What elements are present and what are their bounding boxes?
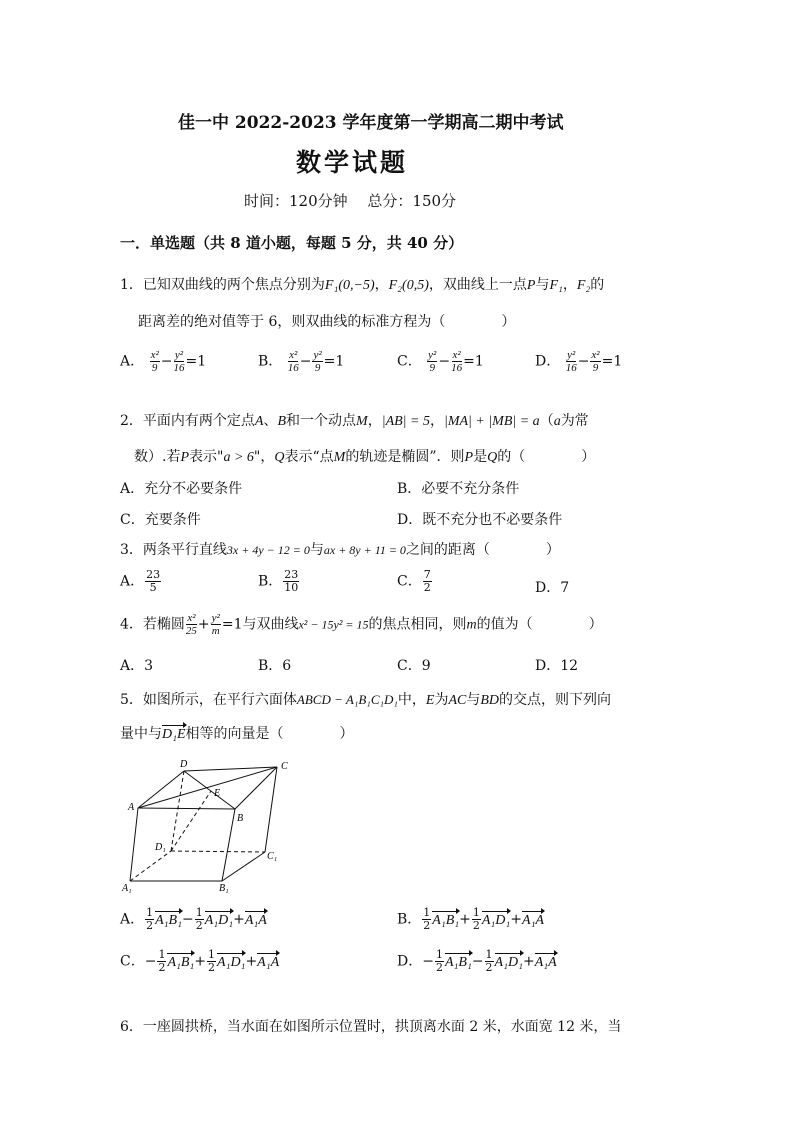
label-c1: C₁ <box>267 851 278 862</box>
label-c: C <box>281 761 288 772</box>
numerator: x² <box>289 349 298 361</box>
option-letter: C． <box>397 573 422 590</box>
option-letter: B． <box>258 353 283 370</box>
q2-option-d: D．既不充分也不必要条件 <box>397 512 563 528</box>
q2-text: 表示" <box>189 449 224 465</box>
q2-point-a: A <box>254 414 264 429</box>
edge-ad <box>138 771 184 808</box>
q5-text: 中， <box>397 692 426 708</box>
q2-q: Q <box>274 450 285 465</box>
sign: − <box>422 953 434 970</box>
numerator: 1 <box>208 948 216 961</box>
vector-label: A₁D₁ <box>217 954 246 970</box>
fraction <box>451 349 462 374</box>
numerator: 1 <box>423 906 431 919</box>
q2-option-a: A．充分不必要条件 <box>120 481 243 497</box>
option-letter: B． <box>397 911 422 928</box>
vector <box>495 955 523 970</box>
vector-label: D₁E <box>162 727 186 742</box>
edge-cc1 <box>265 767 277 852</box>
q4-option-c: C．9 <box>397 658 431 674</box>
q2-option-b: B．必要不充分条件 <box>397 481 520 497</box>
edge-dd1-hidden <box>171 771 184 851</box>
fraction <box>211 612 221 637</box>
numerator: y² <box>567 349 576 361</box>
q2-text: （ <box>539 413 554 429</box>
vector-label: A₁A <box>522 912 544 928</box>
vector <box>522 913 544 928</box>
q1-point-p: P <box>526 278 536 293</box>
q2-text: 数）.若 <box>134 449 181 465</box>
q4-option-b: B．6 <box>258 658 292 674</box>
q2-ab-length: |AB| = 5 <box>381 414 430 429</box>
numerator: x² <box>591 349 600 361</box>
operator: + <box>510 911 523 928</box>
numerator: 1 <box>146 906 154 919</box>
rhs: =1 <box>185 353 207 370</box>
segment-d1e-hidden <box>171 791 211 851</box>
question-2-line-2 <box>134 446 595 466</box>
operator: + <box>459 911 471 928</box>
q5-text: 相等的向量是（ ） <box>185 726 354 742</box>
rhs: =1 <box>601 353 623 370</box>
question-5-line-1 <box>120 689 611 709</box>
q2-m: M <box>333 450 346 465</box>
q1-focus-1: F₁(0,−5) <box>324 278 375 293</box>
q2-p: P <box>180 450 190 465</box>
vector-label: A₁D₁ <box>481 912 511 928</box>
numerator: x² <box>150 349 159 361</box>
question-3 <box>120 539 560 559</box>
denominator: 2 <box>435 961 443 974</box>
denominator: 2 <box>423 919 431 932</box>
vector-d1e <box>162 727 186 742</box>
q2-text: ， <box>367 413 382 429</box>
subject-title: 数学试题 <box>296 148 409 177</box>
q2-option-c: C．充要条件 <box>120 512 201 528</box>
operator: + <box>245 953 258 970</box>
vector <box>245 913 267 928</box>
q5-solid: ABCD − A₁B₁C₁D₁ <box>296 692 398 707</box>
q5-ac: AC <box>448 693 467 708</box>
fraction <box>283 569 299 594</box>
option-letter: B． <box>258 573 283 590</box>
q3-option-c <box>397 569 433 594</box>
q3-line-2: ax + 8y + 11 = 0 <box>323 543 406 557</box>
q2-text: 表示“点 <box>284 449 334 465</box>
q5-option-d <box>397 949 557 974</box>
denominator: 9 <box>314 362 321 374</box>
label-e: E <box>214 788 221 799</box>
option-letter: C． <box>397 353 422 370</box>
q3-line-1: 3x + 4y − 12 = 0 <box>226 543 310 557</box>
q2-text: ， <box>429 413 444 429</box>
vector <box>205 913 233 928</box>
numerator: 1 <box>435 948 443 961</box>
edge-d1c1-hidden <box>171 851 265 852</box>
denominator: 10 <box>284 581 299 594</box>
numerator: y² <box>428 349 437 361</box>
question-1-line-2: 距离差的绝对值等于 6，则双曲线的标准方程为（ ） <box>138 314 516 330</box>
q5-option-c <box>120 949 279 974</box>
plus: + <box>197 616 210 633</box>
parallelepiped-figure <box>118 755 293 895</box>
vector <box>217 955 245 970</box>
label-d: D <box>180 759 188 770</box>
fraction <box>312 349 322 374</box>
q2-sum: |MA| + |MB| = a <box>443 414 540 429</box>
q2-text: 2．平面内有两个定点 <box>120 413 255 429</box>
fraction <box>435 949 444 974</box>
numerator: 1 <box>472 906 480 919</box>
q3-text: 3．两条平行直线 <box>120 542 227 558</box>
q4-text: 与双曲线 <box>242 616 299 633</box>
rhs: =1 <box>463 353 484 370</box>
operator: + <box>233 911 245 928</box>
denominator: 16 <box>565 362 577 374</box>
vector <box>445 955 472 970</box>
question-2-line-1 <box>120 410 589 430</box>
vector <box>167 955 194 970</box>
q1-f1: F₁ <box>549 278 563 293</box>
fraction <box>195 907 204 932</box>
fraction <box>472 907 481 932</box>
q1-focus-2: F₂(0,5) <box>388 278 429 293</box>
numerator: 23 <box>284 568 299 581</box>
denominator: 2 <box>485 961 493 974</box>
fraction <box>174 349 185 374</box>
denominator: 5 <box>149 581 157 594</box>
q1-text: 与 <box>535 277 550 293</box>
q5-text: 与 <box>466 692 481 708</box>
denominator: 2 <box>195 919 203 932</box>
denominator: m <box>211 625 220 637</box>
q1-option-b: B． $\frac{\text{x²}}{16}$ − $\frac{\text{y²}}{9}$ =1 <box>258 349 345 374</box>
fraction <box>145 907 154 932</box>
q2-text: 是 <box>473 449 488 465</box>
q4-hyperbola: x² − 15y² = 15 <box>298 617 369 632</box>
vector <box>155 913 182 928</box>
vector <box>535 955 557 970</box>
fraction <box>157 949 166 974</box>
numerator: 1 <box>485 948 493 961</box>
fraction <box>423 569 432 594</box>
label-a1: A₁ <box>122 883 132 894</box>
q3-option-b <box>258 569 300 594</box>
vector <box>257 955 279 970</box>
option-letter: D． <box>535 353 561 370</box>
label-b1: B₁ <box>219 883 229 894</box>
fraction <box>288 349 299 374</box>
q4-option-a: A．3 <box>120 658 154 674</box>
numerator: 1 <box>158 948 166 961</box>
q2-text: 的（ ） <box>497 449 596 465</box>
denominator: 16 <box>173 362 185 374</box>
q2-cond: a > 6 <box>223 450 254 465</box>
q3-option-a <box>120 569 162 594</box>
operator: + <box>522 953 535 970</box>
question-5-line-2 <box>120 723 354 743</box>
q3-option-d: D．7 <box>535 580 570 596</box>
edge-dc <box>184 767 277 771</box>
q4-option-d: D．12 <box>535 658 579 674</box>
option-letter: A． <box>120 911 145 928</box>
vector-label: A₁B₁ <box>444 954 472 970</box>
numerator: y² <box>211 612 220 624</box>
option-letter: C． <box>120 953 145 970</box>
label-a: A <box>128 802 135 813</box>
operator: + <box>194 953 207 970</box>
q5-e: E <box>425 693 435 708</box>
q5-bd: BD <box>480 693 500 708</box>
equals: =1 <box>221 616 243 633</box>
operator: − <box>471 953 484 970</box>
q2-const-a: a <box>553 414 561 429</box>
q4-text: 的值为（ ） <box>476 616 603 633</box>
q2-point-b: B <box>277 414 287 429</box>
q2-text: 、 <box>263 413 278 429</box>
q1-sep: ， <box>562 277 577 293</box>
numerator: y² <box>313 349 322 361</box>
time-info: 时间：120分钟 总分：150分 <box>244 192 457 210</box>
vector <box>482 913 510 928</box>
q4-text: 的焦点相同，则 <box>368 616 467 633</box>
q5-text: 为 <box>434 692 449 708</box>
q4-m: m <box>466 617 477 633</box>
q2-text: 为常 <box>560 413 589 429</box>
option-letter: A． <box>120 353 145 370</box>
denominator: 2 <box>158 961 166 974</box>
denominator: 9 <box>592 362 599 374</box>
q1-text: 1．已知双曲线的两个焦点分别为 <box>120 277 325 293</box>
vector-label: A₁B₁ <box>167 954 195 970</box>
q2-q: Q <box>487 450 498 465</box>
q1-option-d: D． $\frac{\text{y²}}{16}$ − $\frac{\text{x²}}{9}$ =1 <box>535 349 623 374</box>
q2-point-m: M <box>356 414 368 429</box>
numerator: x² <box>187 612 196 624</box>
q1-f2: F₂ <box>576 278 591 293</box>
q1-option-a: A． $\frac{\text{x²}}{9}$ − $\frac{\text{y²}}{16}$ =1 <box>120 349 207 374</box>
q2-text: 和一个动点 <box>286 413 357 429</box>
vector-label: A₁A <box>257 954 280 970</box>
diag-bd <box>184 771 235 809</box>
label-d1: D₁ <box>155 842 166 853</box>
fraction <box>145 569 161 594</box>
vector-label: A₁A <box>244 912 267 928</box>
vector-label: A₁B₁ <box>432 912 460 928</box>
edge-bb1 <box>222 809 235 881</box>
rhs: =1 <box>323 353 345 370</box>
question-4 <box>120 612 603 637</box>
sign: − <box>144 953 157 970</box>
numerator: 1 <box>195 906 203 919</box>
numerator: 23 <box>146 568 161 581</box>
fraction <box>485 949 494 974</box>
fraction <box>427 349 437 374</box>
q5-text: 量中与 <box>120 726 162 742</box>
denominator: 25 <box>185 625 197 637</box>
denominator: 16 <box>451 362 463 374</box>
fraction <box>590 349 600 374</box>
q3-text: 之间的距离（ ） <box>405 542 560 558</box>
edge-a1d1-hidden <box>130 851 171 881</box>
q1-option-c: C． $\frac{\text{y²}}{9}$ − $\frac{\text{x²}}{16}$ =1 <box>397 349 484 374</box>
denominator: 9 <box>429 362 436 374</box>
q5-text: 5．如图所示，在平行六面体 <box>120 692 297 708</box>
vector-label: A₁D₁ <box>494 954 523 970</box>
question-6-line-1: 6．一座圆拱桥，当水面在如图所示位置时，拱顶离水面 2 米，水面宽 12 米，当 <box>120 1019 622 1035</box>
denominator: 9 <box>151 362 158 374</box>
q2-text: 的轨迹是椭圆”．则 <box>345 449 465 465</box>
fraction <box>150 349 160 374</box>
q1-text: 的 <box>590 277 605 293</box>
question-1-line-1 <box>120 274 604 294</box>
option-letter: A． <box>120 573 145 590</box>
denominator: 2 <box>208 961 216 974</box>
option-letter: D． <box>397 953 423 970</box>
fraction <box>207 949 216 974</box>
fraction <box>186 612 197 637</box>
numerator: x² <box>452 349 461 361</box>
denominator: 16 <box>287 362 299 374</box>
edge-ab <box>138 808 235 809</box>
denominator: 2 <box>472 919 480 932</box>
section-heading: 一．单选题（共 8 道小题，每题 5 分，共 40 分） <box>120 234 464 252</box>
edge-aa1 <box>130 808 138 881</box>
exam-title: 佳一中 2022-2023 学年度第一学期高二期中考试 <box>178 113 564 133</box>
operator: − <box>181 911 194 928</box>
q4-text: 4．若椭圆 <box>120 616 185 633</box>
vector-label: A₁D₁ <box>204 912 234 928</box>
q2-text: "， <box>253 449 275 465</box>
fraction <box>422 907 431 932</box>
q5-text: 的交点，则下列向 <box>499 692 612 708</box>
numerator: 7 <box>423 568 431 581</box>
q3-text: 与 <box>309 542 324 558</box>
vector-label: A₁A <box>534 954 557 970</box>
q1-text: ，双曲线上一点 <box>428 277 527 293</box>
numerator: y² <box>174 349 184 361</box>
q5-option-b <box>397 907 544 932</box>
vector-label: A₁B₁ <box>155 912 182 928</box>
q1-sep: ， <box>374 277 389 293</box>
edge-b1c1 <box>222 852 265 881</box>
vector <box>432 913 459 928</box>
label-b: B <box>237 813 244 824</box>
denominator: 2 <box>423 581 431 594</box>
q5-option-a <box>120 907 267 932</box>
q2-p: P <box>464 450 474 465</box>
fraction <box>566 349 577 374</box>
denominator: 2 <box>146 919 154 932</box>
